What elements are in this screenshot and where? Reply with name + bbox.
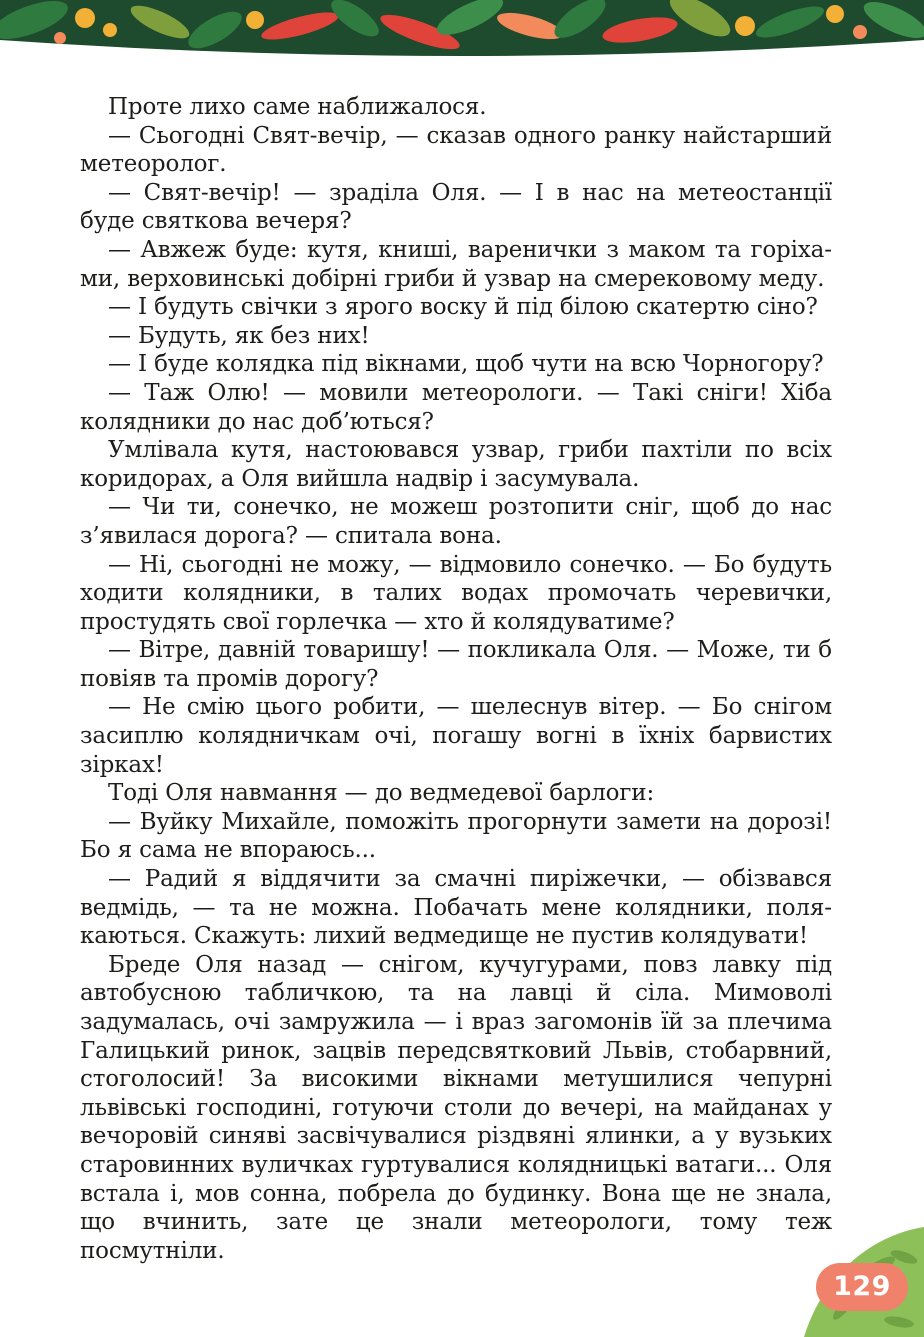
paragraph-11: — Ні, сьогодні не можу, — відмовило сонечко. — Бо будуть ходити колядники, в талих водах промочать черевички, простудять свої горлечка — хто й колядуватиме? xyxy=(80,551,832,635)
paragraph-7: — І буде колядка під вікнами, щоб чути на всю Чорногору? xyxy=(108,351,824,378)
paragraph-8: — Таж Олю! — мовили метеорологи. — Такі сніги! Хіба колядники до нас доб’ються? xyxy=(80,379,832,435)
floral-banner-illustration xyxy=(0,0,924,62)
paragraph-2: — Сьогодні Свят-вечір, — сказав одного ранку найстарший метеоролог. xyxy=(80,122,832,178)
paragraph-9: Умлівала кутя, настоювався узвар, гриби пахтіли по всіх коридорах, а Оля вийшла надвір і засумувала. xyxy=(80,437,832,492)
paragraph-1: Проте лихо саме наближалося. xyxy=(108,94,487,120)
paragraph-14: Тоді Оля навмання — до ведмедевої барлоги: xyxy=(108,780,655,807)
page-number-badge: 129 xyxy=(816,1263,908,1311)
paragraph-12: — Вітре, давній товаришу! — покликала Оля. — Може, ти б повіяв та промів дорогу? xyxy=(80,637,832,692)
paragraph-15: — Вуйку Михайле, поможіть прогорнути замети на дорозі! Бо я сама не впораюсь... xyxy=(80,808,832,864)
story-text xyxy=(80,93,832,1265)
paragraph-6: — Будуть, як без них! xyxy=(108,322,370,349)
decorative-floral-banner xyxy=(0,0,924,62)
paragraph-17: Бреде Оля назад — снігом, кучугурами, повз лавку під автобусною табличкою, та на лавці й сіла. Мимоволі задумалась, очі замружила — і враз загомонів їй за плечима Галицький ринок, зацвів передсвятковий Львів, стобарвний, стоголосий! За високими вікнами метушилися чепурні львівські господині, готуючи столи до вечері, на майданах у вечоровій синяві засвічувалися різдвяні ялинки, а у вузьких старовинних вуличках гуртувалися колядницькі ватаги... Оля встала і, мов сонна, побрела до будинку. Вона ще не знала, що вчинить, зате це знали метеорологи, тому теж посмутніли. xyxy=(80,951,832,1264)
paragraph-5: — І будуть свічки з ярого воску й під білою скатертю сіно? xyxy=(108,294,818,321)
paragraph-13: — Не смію цього робити, — шелеснув вітер. — Бо снігом засиплю колядничкам очі, погашу вогні в їхніх барвистих зірках! xyxy=(80,694,832,778)
paragraph-4: — Авжеж буде: кутя, книші, варенички з маком та горіхами, верховинські добірні гриби й узвар на смерековому меду. xyxy=(80,236,832,292)
paragraph-10: — Чи ти, сонечко, не можеш розтопити сніг, щоб до нас з’явилася дорога? — спитала вона. xyxy=(80,494,832,549)
paragraph-16: — Радий я віддячити за смачні пиріжечки, — обізвався ведмідь, — та не можна. Побачать мене колядники, полякаються. Скажуть: лихий ведмедище не пустив колядувати! xyxy=(80,866,832,950)
paragraph-3: — Свят-вечір! — зраділа Оля. — І в нас на метеостанції буде святкова вечеря? xyxy=(80,179,832,235)
